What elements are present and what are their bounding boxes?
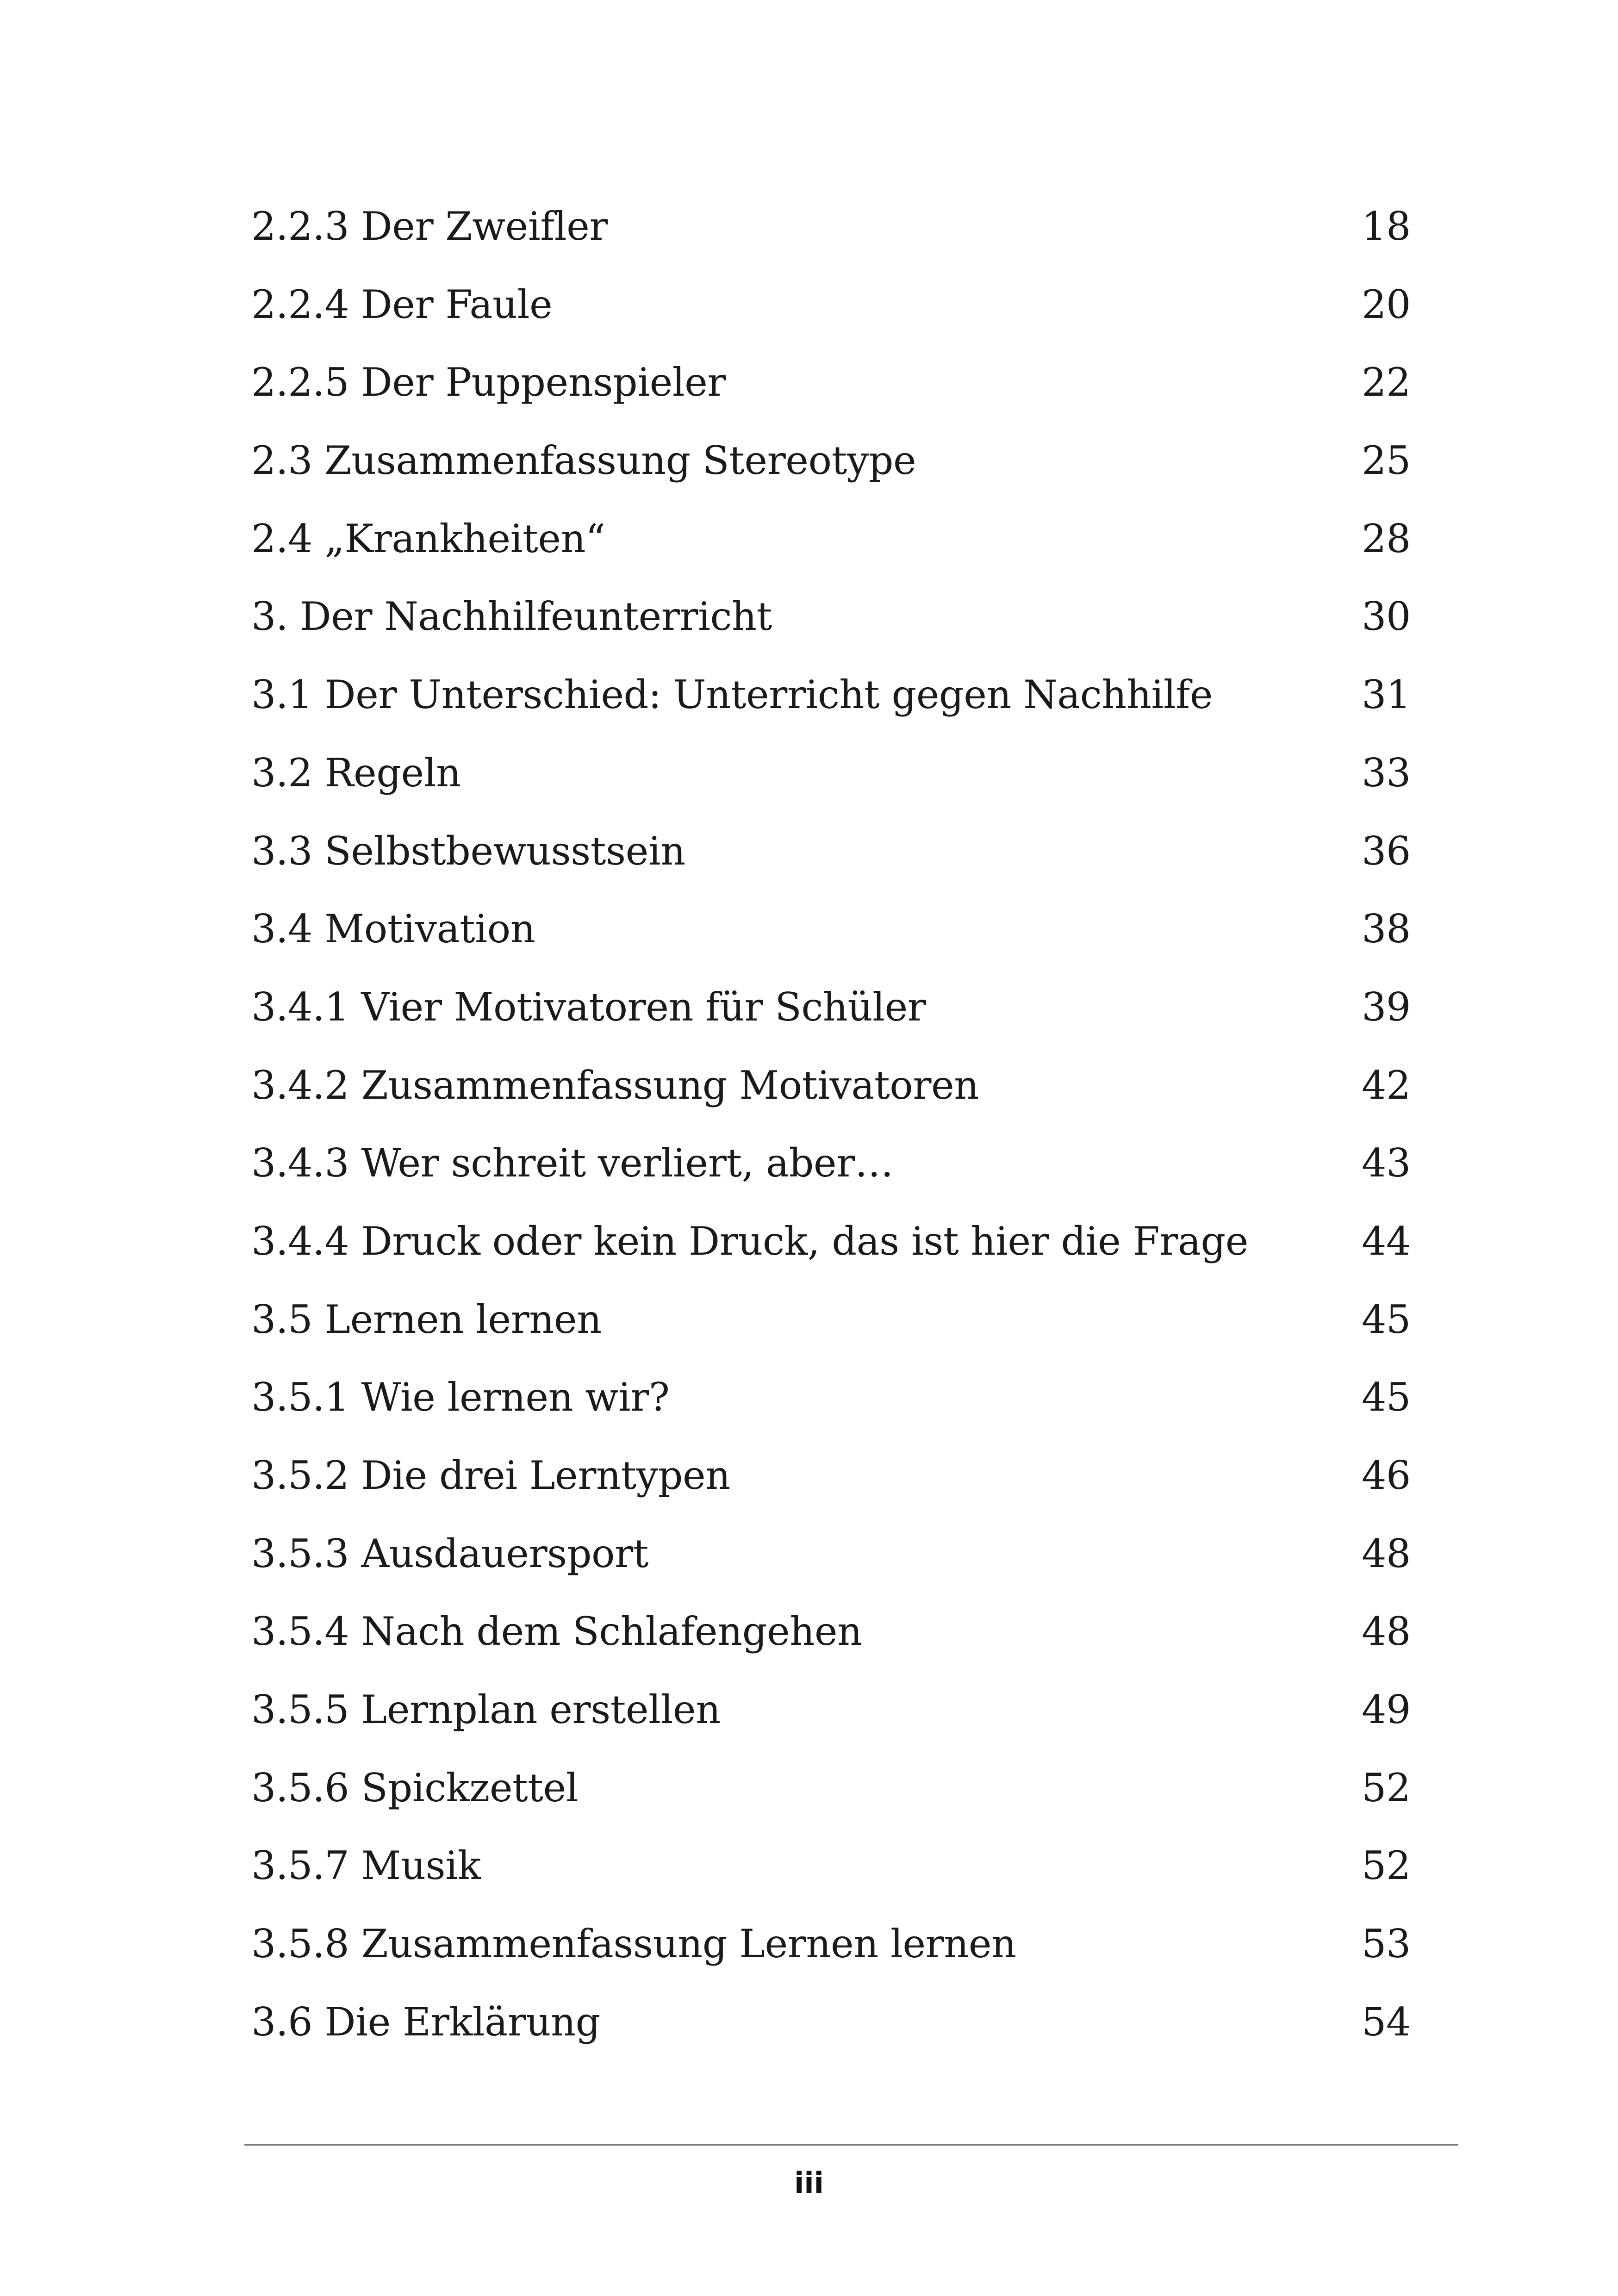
toc-entry-page: 18 [1362, 204, 1411, 249]
toc-entry[interactable] [251, 1843, 1411, 1921]
toc-entry-page: 48 [1362, 1609, 1411, 1655]
toc-entry-title: 3.2 Regeln [251, 750, 461, 796]
toc-entry[interactable] [251, 828, 1411, 907]
toc-entry-page: 30 [1362, 594, 1411, 640]
toc-entry-page: 45 [1362, 1375, 1411, 1420]
toc-entry[interactable] [251, 750, 1411, 828]
toc-entry[interactable] [251, 204, 1411, 282]
toc-entry[interactable] [251, 594, 1411, 672]
toc-entry-page: 31 [1362, 672, 1411, 718]
page-number: iii [794, 2166, 824, 2200]
toc-entry[interactable] [251, 672, 1411, 750]
toc-entry[interactable] [251, 438, 1411, 516]
toc-entry-page: 36 [1362, 828, 1411, 874]
toc-entry-title: 3.4 Motivation [251, 906, 535, 952]
toc-entry-page: 20 [1362, 281, 1411, 327]
toc-entry-title: 3.5.1 Wie lernen wir? [251, 1375, 670, 1420]
toc-entry[interactable] [251, 1219, 1411, 1297]
toc-entry-title: 3.3 Selbstbewusstsein [251, 828, 685, 874]
toc-entry-title: 3. Der Nachhilfeunterricht [251, 594, 772, 640]
toc-entry-title: 3.4.1 Vier Motivatoren für Schüler [251, 984, 926, 1030]
toc-entry-title: 3.1 Der Unterschied: Unterricht gegen Nachhilfe [251, 672, 1213, 718]
toc-entry-page: 43 [1362, 1140, 1411, 1186]
toc-entry-page: 44 [1362, 1218, 1411, 1264]
toc-entry-title: 3.5.6 Spickzettel [251, 1765, 579, 1811]
toc-entry[interactable] [251, 906, 1411, 984]
toc-entry-title: 3.4.2 Zusammenfassung Motivatoren [251, 1062, 979, 1108]
toc-entry[interactable] [251, 1921, 1411, 1999]
toc-entry-page: 45 [1362, 1296, 1411, 1342]
toc-entry-title: 3.5.3 Ausdauersport [251, 1531, 648, 1576]
toc-entry[interactable] [251, 1297, 1411, 1375]
toc-entry-title: 3.5.4 Nach dem Schlafengehen [251, 1609, 862, 1655]
toc-entry[interactable] [251, 1063, 1411, 1141]
toc-entry[interactable] [251, 1687, 1411, 1765]
toc-entry[interactable] [251, 1375, 1411, 1453]
toc-entry[interactable] [251, 1999, 1411, 2078]
footer-divider [244, 2144, 1458, 2146]
toc-entry[interactable] [251, 1609, 1411, 1687]
toc-entry[interactable] [251, 1140, 1411, 1219]
toc-entry-page: 49 [1362, 1687, 1411, 1733]
toc-entry-title: 3.5.5 Lernplan erstellen [251, 1687, 721, 1733]
toc-entry-page: 28 [1362, 516, 1411, 561]
toc-entry-title: 2.2.5 Der Puppenspieler [251, 360, 726, 405]
toc-entry[interactable] [251, 360, 1411, 438]
toc-entry[interactable] [251, 1531, 1411, 1609]
toc-entry[interactable] [251, 1453, 1411, 1531]
toc-entry-page: 22 [1362, 360, 1411, 405]
toc-entry-title: 3.5.7 Musik [251, 1843, 481, 1889]
toc-entry-title: 3.5.8 Zusammenfassung Lernen lernen [251, 1921, 1016, 1967]
toc-entry-page: 54 [1362, 1999, 1411, 2045]
toc-entry-page: 39 [1362, 984, 1411, 1030]
toc-entry-title: 3.4.4 Druck oder kein Druck, das ist hier die Frage [251, 1218, 1248, 1264]
toc-entry-page: 25 [1362, 438, 1411, 484]
toc-entry-page: 52 [1362, 1843, 1411, 1889]
toc-entry-title: 3.5.2 Die drei Lerntypen [251, 1453, 730, 1498]
toc-entry-page: 33 [1362, 750, 1411, 796]
toc-entry-page: 38 [1362, 906, 1411, 952]
toc-entry-title: 2.2.4 Der Faule [251, 281, 553, 327]
toc-entry[interactable] [251, 282, 1411, 360]
toc-entry-title: 2.4 „Krankheiten“ [251, 516, 605, 561]
toc-entry[interactable] [251, 984, 1411, 1063]
toc-entry-page: 48 [1362, 1531, 1411, 1576]
table-of-contents [251, 204, 1411, 2078]
toc-entry-page: 52 [1362, 1765, 1411, 1811]
toc-entry[interactable] [251, 516, 1411, 594]
toc-entry-page: 42 [1362, 1062, 1411, 1108]
toc-entry-title: 3.4.3 Wer schreit verliert, aber… [251, 1140, 894, 1186]
toc-entry-page: 46 [1362, 1453, 1411, 1498]
toc-entry[interactable] [251, 1765, 1411, 1843]
toc-entry-title: 3.5 Lernen lernen [251, 1296, 602, 1342]
toc-entry-title: 2.2.3 Der Zweifler [251, 204, 608, 249]
toc-entry-title: 2.3 Zusammenfassung Stereotype [251, 438, 916, 484]
toc-entry-title: 3.6 Die Erklärung [251, 1999, 600, 2045]
toc-entry-page: 53 [1362, 1921, 1411, 1967]
